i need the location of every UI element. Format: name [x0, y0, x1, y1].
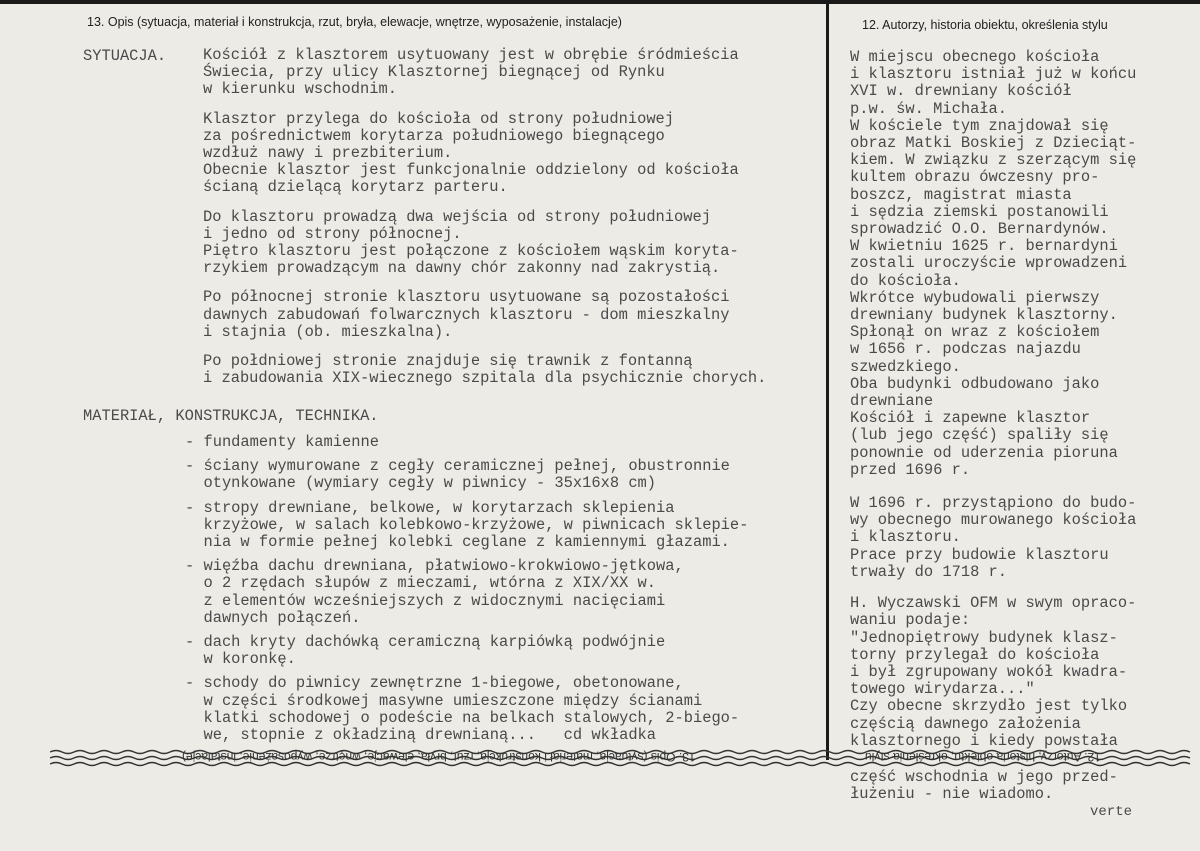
text-line: krzyżowe, w salach kolebkowo-krzyżowe, w piwnicach sklepie-: [185, 515, 749, 534]
text-line: Klasztor przylega do kościoła od strony południowej: [203, 109, 675, 128]
text-line: Spłonął on wraz z kościołem: [850, 323, 1100, 342]
text-line: wy obecnego murowanego kościoła: [850, 511, 1137, 530]
text-line: Po północnej stronie klasztoru usytuowane są pozostałości: [203, 288, 730, 307]
text-line: ponownie od uderzenia pioruna: [850, 443, 1118, 462]
text-line: i jedno od strony północnej.: [203, 224, 462, 243]
material-item-1: [185, 434, 748, 451]
text-line: przed 1696 r.: [850, 460, 971, 479]
text-line: dawnych połączeń.: [185, 608, 361, 627]
text-line: - stropy drewniane, belkowe, w korytarzach sklepienia: [185, 498, 675, 517]
text-line: Kościół z klasztorem usytuowany jest w obrębie śródmieścia: [203, 46, 739, 64]
text-line: H. Wyczawski OFM w swym opraco-: [850, 594, 1137, 613]
text-line: otynkowane (wymiary cegły w piwnicy - 35x16x8 cm): [185, 474, 657, 493]
text-line: trwały do 1718 r.: [850, 562, 1008, 581]
text-line: waniu podaje:: [850, 611, 971, 630]
text-line: za pośrednictwem korytarza południowego biegnącego: [203, 126, 665, 145]
text-line: Po połdniowej stronie znajduje się trawnik z fontanną: [203, 352, 693, 371]
material-item-2: [185, 458, 748, 492]
text-line: drewniane: [850, 392, 934, 411]
text-line: Oba budynki odbudowano jako: [850, 374, 1100, 393]
material-label: MATERIAŁ, KONSTRUKCJA, TECHNIKA.: [83, 407, 379, 425]
text-line: klasztornego i kiedy powstała: [850, 731, 1118, 750]
situation-text: [203, 47, 766, 387]
text-line: obraz Matki Boskiej z Dzieciąt-: [850, 134, 1137, 153]
material-item-5: [185, 634, 748, 668]
material-item-3: [185, 500, 748, 552]
text-line: - ściany wymurowane z cegły ceramicznej pełnej, obustronnie: [185, 457, 730, 476]
text-line: zostali uroczyście wprowadzeni: [850, 254, 1128, 273]
text-line: kiem. W związku z szerzącym się: [850, 151, 1137, 170]
text-line: w 1656 r. podczas najazdu: [850, 340, 1081, 359]
text-line: - fundamenty kamienne: [185, 433, 379, 451]
text-line: szwedzkiego.: [850, 357, 961, 376]
text-line: torny przylegał do kościoła: [850, 645, 1100, 664]
text-line: i klasztoru.: [850, 528, 961, 547]
text-line: - więźba dachu drewniana, płatwiowo-krokwiowo-jętkowa,: [185, 557, 684, 576]
text-line: klatki schodowej o podeście na belkach stalowych, 2-biego-: [185, 708, 740, 727]
history-block-1: [850, 49, 1136, 479]
situation-paragraph-5: [203, 353, 766, 387]
history-text: [850, 49, 1136, 750]
text-line: i stajnia (ob. mieszkalna).: [203, 322, 453, 341]
material-item-4: [185, 558, 748, 627]
text-line: kultem obrazu ówczesny pro-: [850, 168, 1100, 187]
text-line: Prace przy budowie klasztoru: [850, 545, 1109, 564]
text-line: Do klasztoru prowadzą dwa wejścia od strony południowej: [203, 207, 711, 226]
text-line: z elementów wcześniejszych z widocznymi nacięciami: [185, 591, 666, 610]
text-line: W 1696 r. przystąpiono do budo-: [850, 494, 1137, 513]
text-line: w koronkę.: [185, 650, 296, 669]
situation-paragraph-1: [203, 47, 766, 99]
text-line: - schody do piwnicy zewnętrzne 1-biegowe, obetonowane,: [185, 674, 684, 693]
text-line: łużeniu - nie wiadomo.: [850, 785, 1054, 804]
text-line: w części środkowej masywne umieszczone między ścianami: [185, 691, 703, 710]
text-line: Kościół i zapewne klasztor: [850, 409, 1091, 428]
text-line: p.w. św. Michała.: [850, 99, 1008, 118]
text-line: "Jednopiętrowy budynek klasz-: [850, 628, 1118, 647]
text-line: W kościele tym znajdował się: [850, 116, 1109, 135]
mirrored-left-header-bleed: 13. Opis (sytuacja, materiał i konstrukcja, rzut, bryła, elewacje, wnętrze, wyposażenie, instalacje): [182, 750, 696, 764]
text-line: o 2 rzędach słupów z mieczami, wtórna z XIX/XX w.: [185, 574, 657, 593]
text-line: w kierunku wschodnim.: [203, 80, 397, 99]
left-header: 13. Opis (sytuacja, materiał i konstrukcja, rzut, bryła, elewacje, wnętrze, wyposażenie, instalacje): [87, 15, 622, 29]
situation-paragraph-4: [203, 289, 766, 341]
text-line: W miejscu obecnego kościoła: [850, 48, 1100, 66]
history-continuation: [850, 769, 1118, 803]
situation-paragraph-3: [203, 209, 766, 278]
text-line: Wkrótce wybudowali pierwszy: [850, 288, 1100, 307]
text-line: częścią dawnego założenia: [850, 714, 1081, 733]
text-line: Świecia, przy ulicy Klasztornej biegnącej od Rynku: [203, 63, 665, 82]
text-line: towego wirydarza...": [850, 680, 1035, 699]
text-line: drewniany budynek klasztorny.: [850, 306, 1118, 325]
text-line: - dach kryty dachówką ceramiczną karpiówką podwójnie: [185, 633, 666, 652]
situation-paragraph-2: [203, 111, 766, 197]
situation-label: SYTUACJA.: [83, 47, 167, 65]
text-line: i klasztoru istniał już w końcu: [850, 65, 1137, 84]
text-line: część wschodnia w jego przed-: [850, 768, 1118, 786]
text-line: Obecnie klasztor jest funkcjonalnie oddzielony od kościoła: [203, 161, 739, 180]
top-rule: [0, 0, 1200, 4]
text-line: W kwietniu 1625 r. bernardyni: [850, 237, 1118, 256]
text-line: i był zgrupowany wokół kwadra-: [850, 662, 1128, 681]
text-line: ścianą dzielącą korytarz parteru.: [203, 178, 508, 197]
text-line: Czy obecne skrzydło jest tylko: [850, 697, 1128, 716]
mirrored-right-header-bleed: 12. Autorzy, historia obiektu, określenia stylu: [865, 750, 1101, 764]
history-block-2: [850, 495, 1136, 581]
history-block-3: [850, 595, 1136, 750]
text-line: wzdłuż nawy i prezbiterium.: [203, 144, 453, 163]
text-line: boszcz, magistrat miasta: [850, 185, 1072, 204]
material-list: [185, 434, 748, 744]
text-line: do kościoła.: [850, 271, 961, 290]
text-line: we, stopnie z okładziną drewnianą... cd wkładka: [185, 726, 657, 745]
text-line: (lub jego część) spaliły się: [850, 426, 1109, 445]
text-line: Piętro klasztoru jest połączone z kościołem wąskim koryta-: [203, 242, 739, 261]
verte-note: verte: [1090, 804, 1133, 820]
history-bottom-1: [850, 769, 1118, 803]
column-divider: [826, 0, 829, 760]
text-line: i sędzia ziemski postanowili: [850, 202, 1109, 221]
text-line: XVI w. drewniany kościół: [850, 82, 1072, 101]
text-line: rzykiem prowadzącym na dawny chór zakonny nad zakrystią.: [203, 259, 721, 278]
right-header: 12. Autorzy, historia obiektu, określenia stylu: [862, 18, 1108, 32]
text-line: nia w formie pełnej kolebki ceglane z kamiennymi głazami.: [185, 533, 730, 552]
text-line: i zabudowania XIX-wiecznego szpitala dla psychicznie chorych.: [203, 369, 767, 388]
material-item-6: [185, 675, 748, 744]
text-line: sprowadzić O.O. Bernardynów.: [850, 220, 1109, 239]
text-line: dawnych zabudowań folwarcznych klasztoru - dom mieszkalny: [203, 305, 730, 324]
